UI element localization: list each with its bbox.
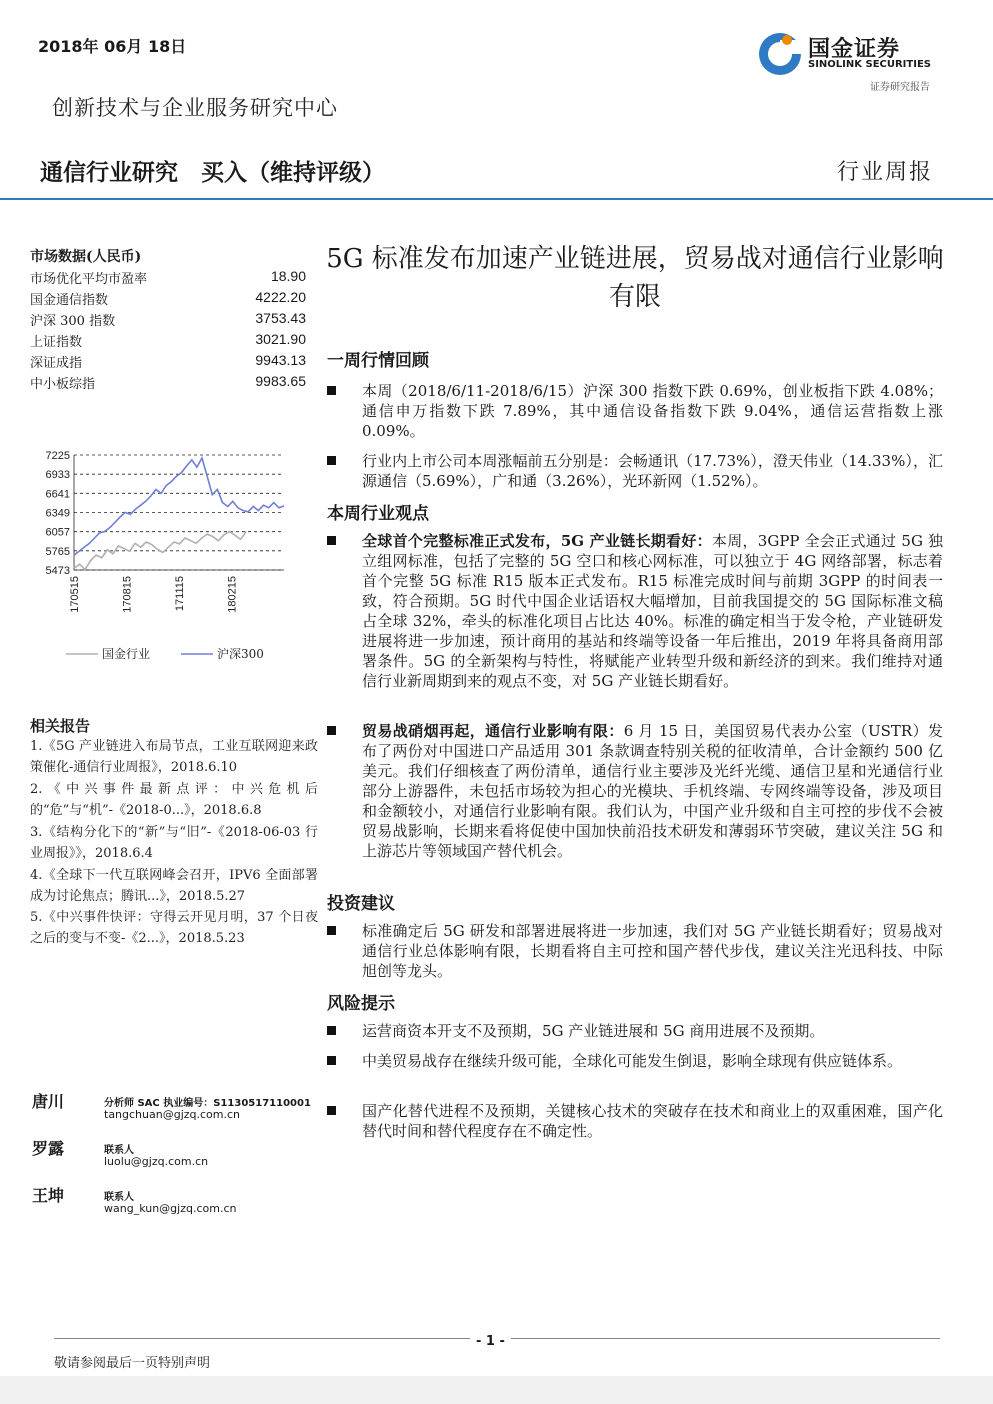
chart-y-tick-label: 6057 bbox=[45, 526, 70, 539]
bullet-square-icon bbox=[327, 1026, 336, 1035]
chart-x-tick-label: 170515 bbox=[69, 576, 81, 613]
market-row bbox=[30, 268, 306, 289]
author-role: 联系人 bbox=[104, 1192, 134, 1203]
page-number: - 1 - bbox=[470, 1334, 511, 1349]
bullet-item bbox=[327, 531, 943, 691]
bullet-item bbox=[327, 1021, 943, 1041]
bullet-square-icon bbox=[327, 926, 336, 935]
chart-y-tick-label: 7225 bbox=[45, 450, 70, 462]
related-title: 相关报告 bbox=[30, 717, 91, 735]
author-role: 联系人 bbox=[104, 1145, 134, 1156]
author-email[interactable]: tangchuan@gjzq.com.cn bbox=[104, 1108, 241, 1121]
bullet-text: 行业内上市公司本周涨幅前五分别是：会畅通讯（17.73%），澄天伟业（14.33%），汇源通信（5.69%），广和通（3.26%），光环新网（1.52%）。 bbox=[362, 452, 943, 490]
bullet-text: 标准确定后 5G 研发和部署进展将进一步加速，我们对 5G 产业链长期看好；贸易战对通信行业总体影响有限，长期看将自主可控和国产替代步伐，建议关注光迅科技、中际旭创等龙头。 bbox=[362, 922, 943, 980]
logo-text-en: SINOLINK SECURITIES bbox=[808, 59, 931, 70]
chart-y-tick-label: 6933 bbox=[45, 469, 70, 482]
market-value: 4222.20 bbox=[255, 289, 306, 305]
bullet-text: 运营商资本开支不及预期，5G 产业链进展和 5G 商用进展不及预期。 bbox=[362, 1022, 825, 1040]
bullet-square-icon bbox=[327, 456, 336, 465]
bullet-square-icon bbox=[327, 536, 336, 545]
chart-x-tick-label: 180215 bbox=[226, 576, 239, 613]
bullet-body: 6 月 15 日，美国贸易代表办公室（USTR）发布了两份对中国进口产品适用 301 条款调查特别关税的征收清单，合计金额约 500 亿美元。我们仔细核查了两份清单，通信行业主要涉及光纤光缆、通信卫星和光通信行业部分上游器件，未包括市场较为担心的光模块、手机终端、专网终端等设备，涉及项目和金额较小，对通信行业影响有限。我们认为，中国产业升级和自主可控的步伐不会被贸易战影响，长期来看将促使中国加快前沿技术研发和薄弱环节突破，建议关注 5G 和上游芯片等领域国产替代机会。 bbox=[362, 722, 943, 860]
bullet-item bbox=[327, 1051, 943, 1071]
research-center: 创新技术与企业服务研究中心 bbox=[52, 96, 338, 120]
section-title: 风险提示 bbox=[327, 994, 395, 1014]
chart-legend-label: 沪深300 bbox=[217, 647, 264, 661]
bullet-lead: 贸易战硝烟再起，通信行业影响有限： bbox=[362, 722, 624, 740]
section-title: 投资建议 bbox=[327, 894, 395, 914]
related-report-link[interactable]: 2.《中兴事件最新点评：中兴危机后的“危”与“机”-《2018-0...》，2018.6.8 bbox=[30, 782, 318, 818]
logo-subtitle: 证券研究报告 bbox=[870, 82, 930, 93]
market-row bbox=[30, 289, 306, 310]
chart-series-line bbox=[74, 458, 284, 555]
bullet-square-icon bbox=[327, 386, 336, 395]
author-email[interactable]: luolu@gjzq.com.cn bbox=[104, 1155, 209, 1168]
market-value: 3753.43 bbox=[255, 310, 306, 326]
author-name: 唐川 bbox=[32, 1092, 65, 1111]
sinolink-logo bbox=[756, 30, 946, 78]
report-type: 行业周报 bbox=[837, 160, 934, 185]
index-chart-svg bbox=[26, 440, 296, 675]
chart-x-tick-label: 170815 bbox=[121, 576, 134, 613]
bullet-item bbox=[327, 721, 943, 861]
chart-y-tick-label: 5765 bbox=[45, 545, 70, 558]
market-value: 9943.13 bbox=[255, 352, 306, 368]
chart-x-tick-label: 171115 bbox=[174, 576, 186, 612]
bullet-text: 中美贸易战存在继续升级可能，全球化可能发生倒退，影响全球现有供应链体系。 bbox=[362, 1052, 903, 1070]
bullet-item bbox=[327, 1101, 943, 1141]
author-email[interactable]: wang_kun@gjzq.com.cn bbox=[104, 1202, 237, 1215]
related-report-link[interactable]: 5.《中兴事件快评：守得云开见月明，37 个日夜之后的变与不变-《2...》，2018.5.23 bbox=[30, 910, 318, 946]
bullet-square-icon bbox=[327, 1056, 336, 1065]
header-rule bbox=[0, 198, 993, 200]
market-data-title: 市场数据(人民币) bbox=[30, 249, 142, 265]
market-value: 9983.65 bbox=[255, 373, 306, 389]
market-row bbox=[30, 331, 306, 352]
market-label: 深证成指 bbox=[30, 356, 83, 371]
market-label: 国金通信指数 bbox=[30, 293, 109, 308]
bullet-item bbox=[327, 381, 943, 441]
index-chart bbox=[26, 440, 296, 675]
bullet-item bbox=[327, 921, 943, 981]
bullet-square-icon bbox=[327, 1106, 336, 1115]
page-bottom-band bbox=[0, 1376, 993, 1404]
industry-rating: 通信行业研究 买入（维持评级） bbox=[40, 160, 385, 186]
bullet-lead: 全球首个完整标准正式发布，5G 产业链长期看好： bbox=[362, 532, 712, 550]
chart-y-tick-label: 6349 bbox=[45, 507, 70, 520]
bullet-text: 国产化替代进程不及预期，关键核心技术的突破存在技术和商业上的双重困难，国产化替代时间和替代程度存在不确定性。 bbox=[362, 1102, 943, 1140]
author-role: 分析师 SAC 执业编号：S1130517110001 bbox=[104, 1098, 311, 1109]
bullet-square-icon bbox=[327, 726, 336, 735]
author-name: 罗露 bbox=[32, 1139, 65, 1158]
market-label: 市场优化平均市盈率 bbox=[30, 272, 148, 287]
disclaimer-note: 敬请参阅最后一页特别声明 bbox=[54, 1356, 211, 1371]
author-name: 王坤 bbox=[32, 1186, 65, 1205]
bullet-text: 本周（2018/6/11-2018/6/15）沪深 300 指数下跌 0.69%，创业板指下跌 4.08%；通信申万指数下跌 7.89%，其中通信设备指数下跌 9.04%，通信运营指数上涨 0.09%。 bbox=[362, 382, 943, 440]
market-value: 3021.90 bbox=[255, 331, 306, 347]
market-label: 沪深 300 指数 bbox=[30, 314, 116, 329]
related-report-link[interactable]: 3.《结构分化下的“新”与“旧”-《2018-06-03 行业周报》》，2018.6.4 bbox=[30, 825, 318, 861]
market-label: 中小板综指 bbox=[30, 377, 96, 392]
related-report-link[interactable]: 1.《5G 产业链进入布局节点，工业互联网迎来政策催化-通信行业周报》，2018.6.10 bbox=[30, 739, 318, 775]
market-value: 18.90 bbox=[270, 268, 306, 284]
market-row bbox=[30, 310, 306, 331]
chart-legend-label: 国金行业 bbox=[102, 647, 151, 661]
report-headline: 5G 标准发布加速产业链进展，贸易战对通信行业影响有限 bbox=[326, 244, 944, 312]
bullet-body: 本周，3GPP 全会正式通过 5G 独立组网标准，包括了完整的 5G 空口和核心网标准，可以独立于 4G 网络部署，标志着首个完整 5G 标准 R15 版本正式发布。R15 标准完成时间与前期 3GPP 的时间表一致，符合预期。5G 时代中国企业话语权大幅增加，目前我国提交的 5G 国际标准文稿占全球 32%，牵头的标准化项目占比达 40%。标准的确定相当于发令枪，产业链研发进展将进一步加速，预计商用的基站和终端等设备一年后推出，2019 年将具备商用部署条件。5G 的全新架构与特性，将赋能产业转型升级和新经济的到来。我们维持对通信行业新周期到来的观点不变，对 5G 产业链长期看好。 bbox=[362, 532, 943, 690]
market-row bbox=[30, 373, 306, 394]
chart-y-tick-label: 5473 bbox=[45, 565, 70, 577]
market-row bbox=[30, 352, 306, 373]
bullet-text bbox=[362, 721, 943, 861]
market-label: 上证指数 bbox=[30, 335, 83, 350]
report-date: 2018年 06月 18日 bbox=[38, 37, 187, 56]
bullet-text bbox=[362, 531, 943, 691]
bullet-item bbox=[327, 451, 943, 491]
section-title: 一周行情回顾 bbox=[327, 351, 429, 371]
sinolink-logo-icon bbox=[756, 30, 804, 78]
logo-text-cn: 国金证券 bbox=[808, 37, 901, 62]
chart-y-tick-label: 6641 bbox=[45, 488, 70, 501]
section-title: 本周行业观点 bbox=[327, 504, 429, 524]
related-report-link[interactable]: 4.《全球下一代互联网峰会召开，IPV6 全面部署成为讨论焦点；腾讯...》，2018.5.27 bbox=[30, 868, 318, 904]
